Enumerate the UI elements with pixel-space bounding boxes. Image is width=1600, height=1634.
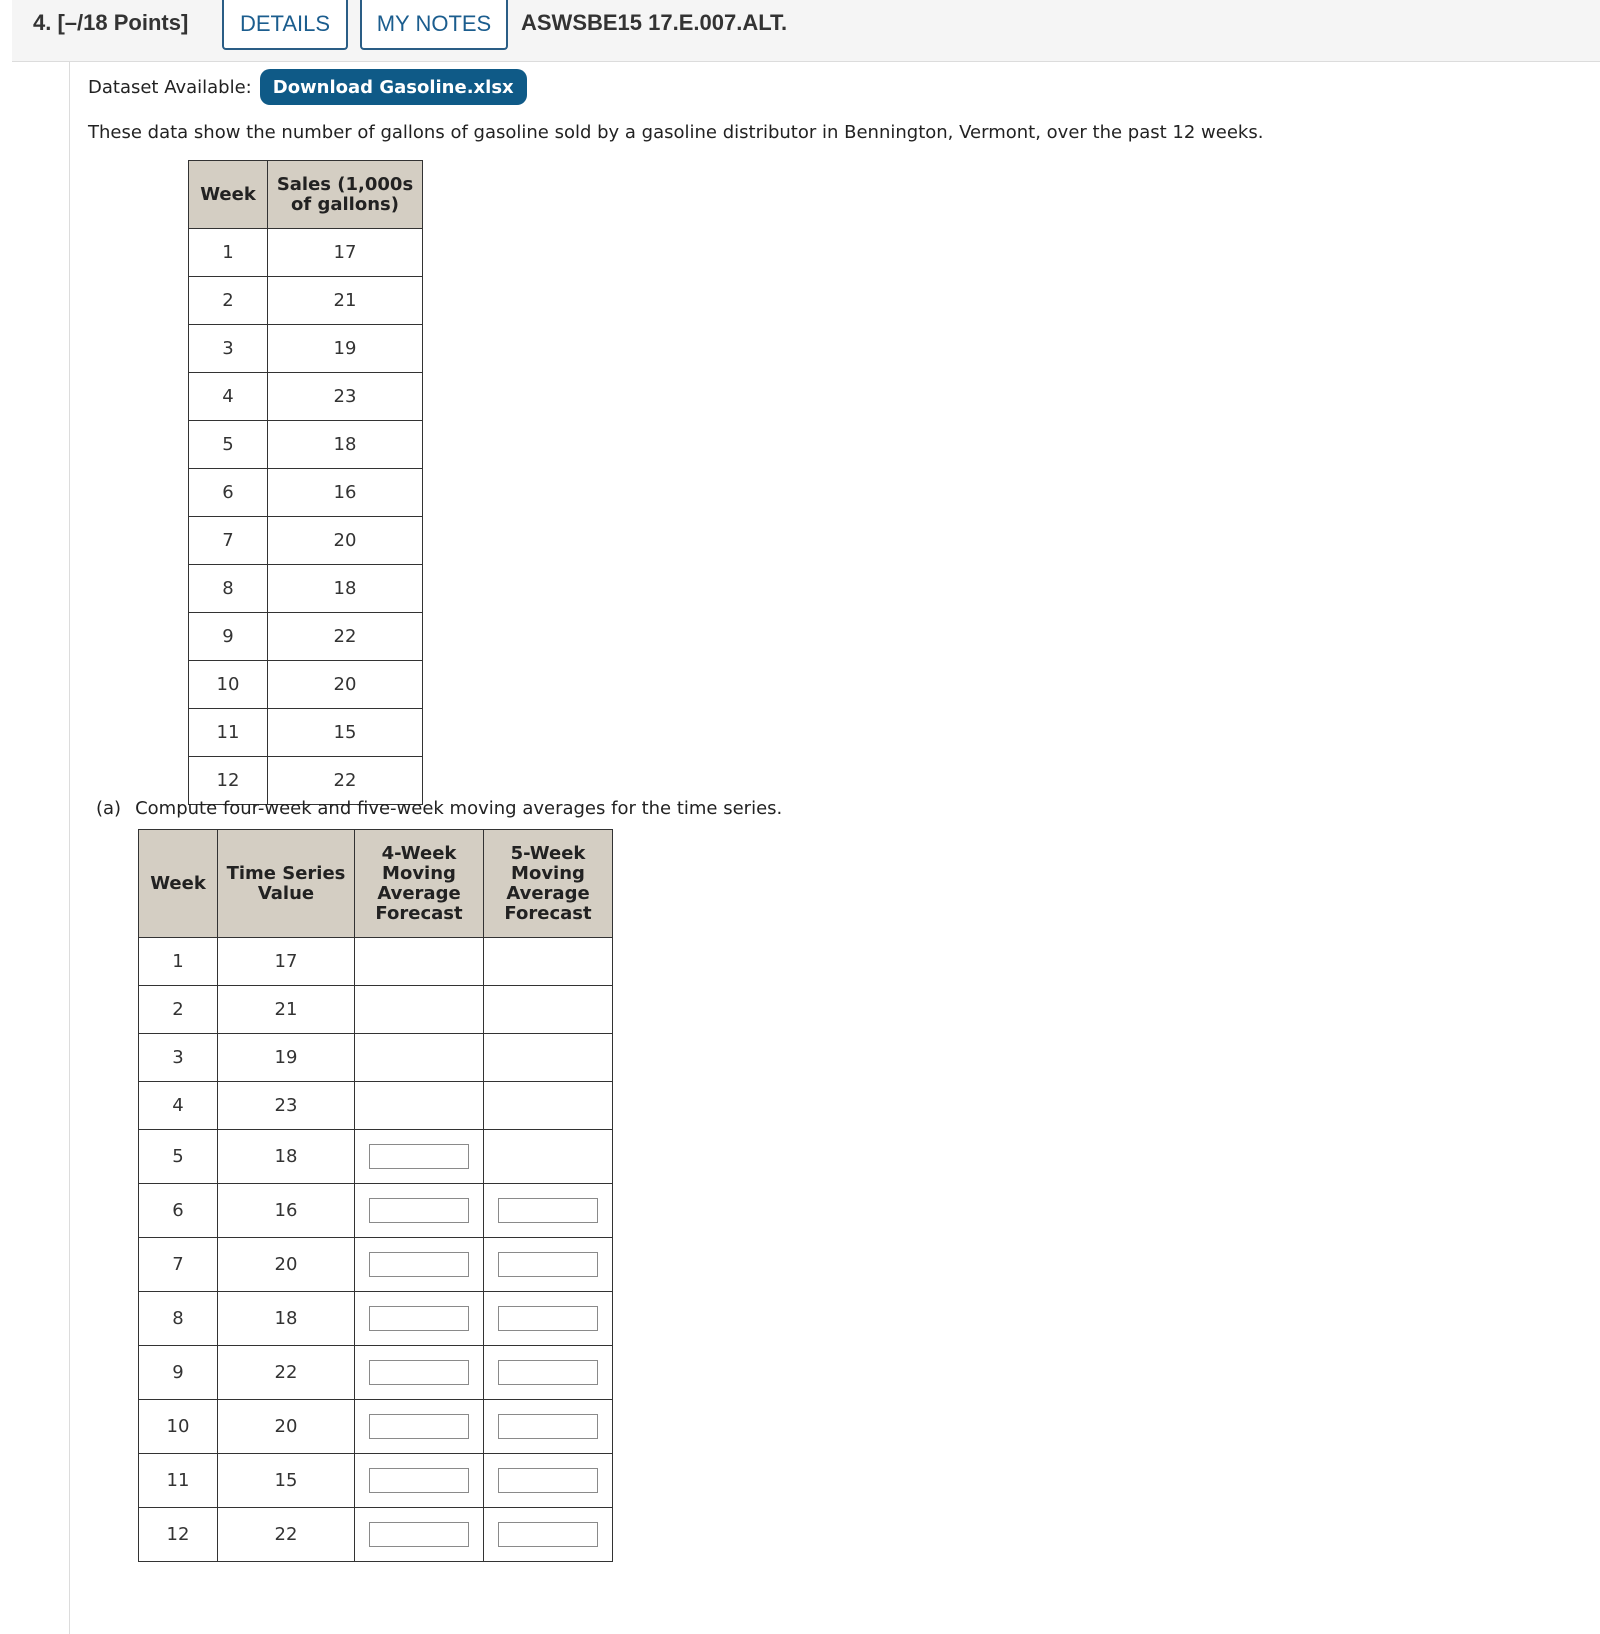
- ma-row: [139, 1454, 613, 1508]
- ma-cell-week: 9: [139, 1346, 218, 1400]
- ma-row: [139, 938, 613, 986]
- intro-text: These data show the number of gallons of gasoline sold by a gasoline distributor in Bennington, Vermont, over the past 12 weeks.: [88, 122, 1264, 143]
- sales-row: [189, 469, 423, 517]
- question-points: [–/18 Points]: [57, 10, 189, 35]
- moving-average-table: [138, 829, 613, 1562]
- ma-cell-5week: [484, 1346, 613, 1400]
- answer-input-5week-week-11[interactable]: [498, 1468, 598, 1493]
- ma-cell-week: 12: [139, 1508, 218, 1562]
- ma-header-value: Time Series Value: [218, 830, 355, 938]
- sales-cell-week: 1: [189, 229, 268, 277]
- ma-cell-value: 15: [218, 1454, 355, 1508]
- ma-cell-value: 19: [218, 1034, 355, 1082]
- ma-cell-5week: [484, 1184, 613, 1238]
- ma-cell-value: 17: [218, 938, 355, 986]
- ma-cell-value: 18: [218, 1130, 355, 1184]
- sales-cell-sales: 18: [268, 565, 423, 613]
- ma-row: [139, 1292, 613, 1346]
- sales-cell-week: 12: [189, 757, 268, 805]
- sales-row: [189, 373, 423, 421]
- ma-cell-value: 20: [218, 1400, 355, 1454]
- ma-cell-value: 20: [218, 1238, 355, 1292]
- sales-row: [189, 565, 423, 613]
- ma-row: [139, 986, 613, 1034]
- sales-row: [189, 613, 423, 661]
- ma-cell-value: 22: [218, 1346, 355, 1400]
- left-divider: [69, 62, 70, 1634]
- sales-cell-week: 10: [189, 661, 268, 709]
- ma-cell-4week: [355, 1238, 484, 1292]
- answer-input-5week-week-8[interactable]: [498, 1306, 598, 1331]
- sales-cell-sales: 16: [268, 469, 423, 517]
- sales-cell-sales: 20: [268, 661, 423, 709]
- sales-row: [189, 325, 423, 373]
- ma-cell-5week: [484, 1454, 613, 1508]
- sales-cell-sales: 19: [268, 325, 423, 373]
- answer-input-4week-week-6[interactable]: [369, 1198, 469, 1223]
- ma-cell-5week: [484, 1082, 613, 1130]
- answer-input-4week-week-10[interactable]: [369, 1414, 469, 1439]
- ma-row: [139, 1082, 613, 1130]
- ma-cell-5week: [484, 1238, 613, 1292]
- part-a-text: Compute four-week and five-week moving averages for the time series.: [135, 798, 783, 819]
- ma-cell-value: 23: [218, 1082, 355, 1130]
- answer-input-4week-week-12[interactable]: [369, 1522, 469, 1547]
- part-a-label: (a): [96, 798, 122, 819]
- sales-row: [189, 229, 423, 277]
- ma-row: [139, 1346, 613, 1400]
- sales-cell-sales: 15: [268, 709, 423, 757]
- ma-cell-value: 22: [218, 1508, 355, 1562]
- ma-cell-week: 10: [139, 1400, 218, 1454]
- answer-input-4week-week-8[interactable]: [369, 1306, 469, 1331]
- download-dataset-button[interactable]: Download Gasoline.xlsx: [260, 69, 527, 105]
- sales-cell-week: 4: [189, 373, 268, 421]
- answer-input-4week-week-7[interactable]: [369, 1252, 469, 1277]
- ma-header-week: Week: [139, 830, 218, 938]
- sales-row: [189, 661, 423, 709]
- ma-cell-4week: [355, 1508, 484, 1562]
- sales-cell-week: 2: [189, 277, 268, 325]
- question-title: [33, 10, 188, 36]
- ma-cell-value: 16: [218, 1184, 355, 1238]
- ma-cell-4week: [355, 1130, 484, 1184]
- ma-header-5week: 5-Week Moving Average Forecast: [484, 830, 613, 938]
- dataset-label: Dataset Available:: [88, 76, 252, 98]
- ma-header-4week: 4-Week Moving Average Forecast: [355, 830, 484, 938]
- question-id: ASWSBE15 17.E.007.ALT.: [521, 10, 788, 35]
- details-button[interactable]: DETAILS: [222, 0, 348, 50]
- sales-cell-week: 11: [189, 709, 268, 757]
- sales-row: [189, 517, 423, 565]
- ma-row: [139, 1400, 613, 1454]
- ma-cell-5week: [484, 1034, 613, 1082]
- ma-cell-week: 5: [139, 1130, 218, 1184]
- my-notes-button[interactable]: MY NOTES: [360, 0, 508, 50]
- sales-cell-sales: 21: [268, 277, 423, 325]
- ma-cell-week: 1: [139, 938, 218, 986]
- ma-cell-week: 3: [139, 1034, 218, 1082]
- sales-header-sales: Sales (1,000s of gallons): [268, 161, 423, 229]
- ma-cell-5week: [484, 938, 613, 986]
- sales-cell-week: 6: [189, 469, 268, 517]
- question-header: [12, 0, 1600, 62]
- ma-cell-5week: [484, 1130, 613, 1184]
- ma-cell-5week: [484, 1292, 613, 1346]
- ma-cell-4week: [355, 938, 484, 986]
- ma-cell-week: 11: [139, 1454, 218, 1508]
- part-a-prompt: [96, 798, 782, 819]
- ma-cell-week: 8: [139, 1292, 218, 1346]
- sales-cell-sales: 18: [268, 421, 423, 469]
- ma-cell-4week: [355, 1292, 484, 1346]
- ma-cell-4week: [355, 1184, 484, 1238]
- answer-input-5week-week-10[interactable]: [498, 1414, 598, 1439]
- sales-cell-week: 8: [189, 565, 268, 613]
- sales-cell-week: 7: [189, 517, 268, 565]
- ma-cell-week: 2: [139, 986, 218, 1034]
- answer-input-4week-week-5[interactable]: [369, 1144, 469, 1169]
- sales-row: [189, 277, 423, 325]
- ma-cell-week: 4: [139, 1082, 218, 1130]
- sales-cell-week: 5: [189, 421, 268, 469]
- ma-row: [139, 1508, 613, 1562]
- sales-cell-week: 9: [189, 613, 268, 661]
- ma-row: [139, 1184, 613, 1238]
- ma-cell-week: 7: [139, 1238, 218, 1292]
- ma-cell-4week: [355, 986, 484, 1034]
- sales-row: [189, 709, 423, 757]
- ma-cell-4week: [355, 1082, 484, 1130]
- ma-cell-4week: [355, 1346, 484, 1400]
- sales-cell-sales: 23: [268, 373, 423, 421]
- answer-input-5week-week-9[interactable]: [498, 1360, 598, 1385]
- sales-cell-sales: 20: [268, 517, 423, 565]
- ma-cell-value: 18: [218, 1292, 355, 1346]
- answer-input-4week-week-11[interactable]: [369, 1468, 469, 1493]
- answer-input-5week-week-7[interactable]: [498, 1252, 598, 1277]
- answer-input-4week-week-9[interactable]: [369, 1360, 469, 1385]
- sales-header-week: Week: [189, 161, 268, 229]
- ma-cell-value: 21: [218, 986, 355, 1034]
- ma-cell-week: 6: [139, 1184, 218, 1238]
- sales-table: [188, 160, 423, 805]
- ma-cell-5week: [484, 1508, 613, 1562]
- sales-cell-sales: 17: [268, 229, 423, 277]
- ma-cell-5week: [484, 1400, 613, 1454]
- ma-row: [139, 1130, 613, 1184]
- question-number: 4.: [33, 10, 52, 35]
- sales-cell-sales: 22: [268, 757, 423, 805]
- answer-input-5week-week-6[interactable]: [498, 1198, 598, 1223]
- sales-row: [189, 421, 423, 469]
- ma-cell-4week: [355, 1400, 484, 1454]
- ma-cell-4week: [355, 1034, 484, 1082]
- ma-row: [139, 1034, 613, 1082]
- sales-cell-week: 3: [189, 325, 268, 373]
- answer-input-5week-week-12[interactable]: [498, 1522, 598, 1547]
- ma-cell-4week: [355, 1454, 484, 1508]
- ma-row: [139, 1238, 613, 1292]
- dataset-row: [88, 70, 527, 104]
- sales-cell-sales: 22: [268, 613, 423, 661]
- ma-cell-5week: [484, 986, 613, 1034]
